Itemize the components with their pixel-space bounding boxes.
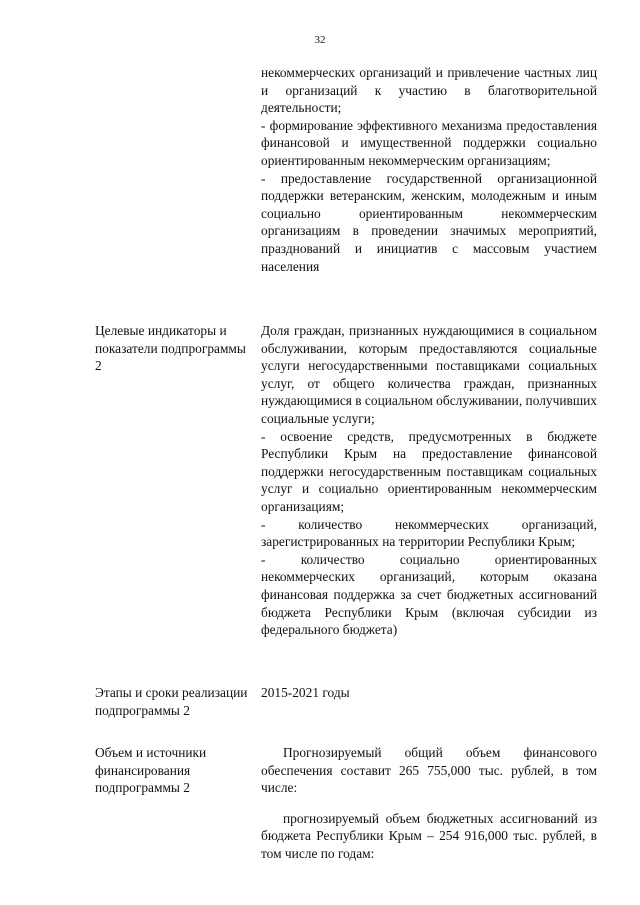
indicator-item: - освоение средств, предусмотренных в бюджете Республики Крым на предоставление финансовой поддержки негосударственным поставщикам социальных услуг и социально ориентированным некоммерческим организациям; (261, 428, 597, 514)
indicators-content (261, 322, 597, 639)
goals-bullet: - предоставление государственной организационной поддержки ветеранским, женским, молодежным и иным социально ориентированным некоммерческим организациям в проведении значимых мероприятий, празднований и инициатив с массовым участием населения (261, 170, 597, 274)
funding-label: Объем и источники финансирования подпрограммы 2 (95, 745, 207, 796)
indicator-item: - количество некоммерческих организаций, зарегистрированных на территории Республики Крым; (261, 516, 597, 550)
stages-label: Этапы и сроки реализации подпрограммы 2 (95, 685, 248, 718)
page-number: 32 (314, 34, 326, 46)
goals-continuation (261, 64, 597, 275)
goals-bullet: - формирование эффективного механизма предоставления финансовой и имущественной поддержки социально ориентированным некоммерческим организациям; (261, 117, 597, 168)
funding-paragraph: прогнозируемый объем бюджетных ассигнований из бюджета Республики Крым – 254 916,000 тыс. рублей, в том числе по годам: (261, 810, 597, 861)
stages-value: 2015-2021 годы (261, 685, 350, 700)
indicator-item: - количество социально ориентированных некоммерческих организаций, которым оказана финансовая поддержка за счет бюджетных ассигнований бюджета Республики Крым (включая субсидии из федерального бюджета) (261, 551, 597, 638)
indicators-label: Целевые индикаторы и показатели подпрограммы 2 (95, 323, 246, 374)
funding-content (261, 744, 597, 863)
goals-paragraph: некоммерческих организаций и привлечение частных лиц и организаций к участию в благотворительной деятельности; (261, 65, 597, 116)
indicator-item: Доля граждан, признанных нуждающимися в социальном обслуживании, которым предоставляются социальные услуги негосударственными поставщиками социальных услуг, от общего количества граждан, признанных нуждающимися в социальном обслуживании, получивших социальные услуги; (261, 323, 597, 426)
funding-paragraph: Прогнозируемый общий объем финансового обеспечения составит 265 755,000 тыс. рублей, в том числе: (261, 745, 597, 796)
